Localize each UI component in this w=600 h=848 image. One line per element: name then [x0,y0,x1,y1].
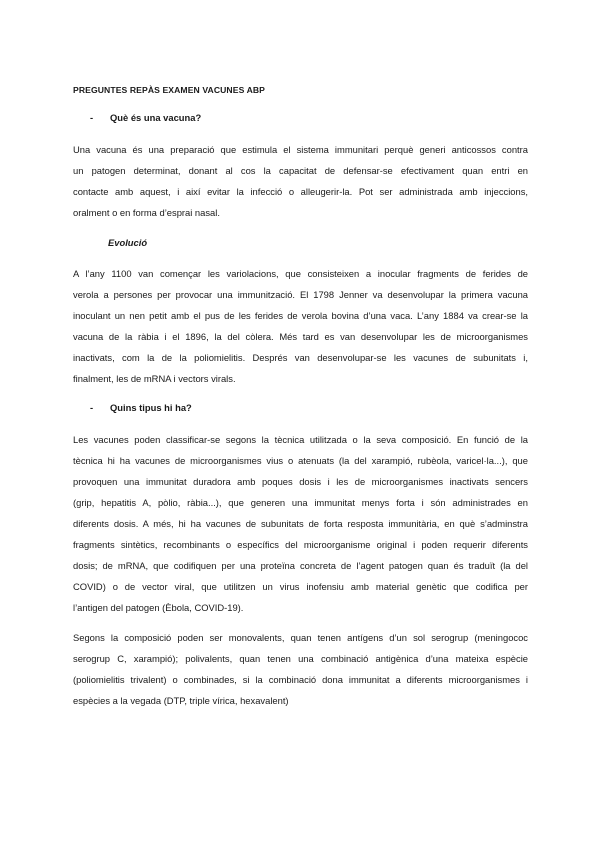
paragraph-line: dosis; de mRNA, que codifiquen per una proteïna concreta de l’agent patogen quan és traduït (la del [73,560,528,571]
paragraph-line: vacuna de la ràbia i el 1896, la del còlera. Més tard es van desenvolupar les de microorganismes [73,331,528,342]
paragraph-line: Segons la composició poden ser monovalents, quan tenen antígens d’un sol serogrup (meningococ [73,632,528,643]
list-dash: - [90,112,94,123]
paragraph-line: espècies a la vegada (DTP, triple vírica, hexavalent) [73,695,289,706]
paragraph-line: serogrup C, xarampió); polivalents, quan tenen una combinació antigènica d’una mateixa espècie [73,653,528,664]
question-label: Quins tipus hi ha? [110,402,192,413]
paragraph-line: inoculant un nen petit amb el pus de les ferides de verola bovina d’una vaca. L’any 1884 va crear-se la [73,310,528,321]
paragraph-line: l’antigen del patogen (Èbola, COVID-19). [73,602,244,613]
paragraph-line: verola a persones per provocar una immunització. El 1798 Jenner va desenvolupar la primera vacuna [73,289,528,300]
paragraph-line: tècnica hi ha vacunes de microorganismes vius o atenuats (la del xarampió, rubèola, varicel·la...), que [73,455,528,466]
paragraph-line: (grip, hepatitis A, pòlio, ràbia...), que generen una immunitat menys forta i són administrades en [73,497,528,508]
paragraph-line: fragments sintètics, recombinants o específics del microorganisme original i poden requerir diferents [73,539,528,550]
paragraph-evolution [73,263,528,389]
paragraph-line: diferents dosis. A més, hi ha vacunes de subunitats de forta resposta immunitària, en què s’adminstra [73,518,528,529]
list-dash: - [90,402,94,413]
question-label: Què és una vacuna? [110,112,202,123]
question-heading-2 [90,402,192,413]
paragraph-line: un patogen determinat, donant al cos la capacitat de defensar-se efectivament quan entri en [73,165,528,176]
paragraph-line: (poliomielitis trivalent) o combinades, si la combinació dona immunitat a diferents microorganismes i [73,674,528,685]
paragraph-types [73,429,528,618]
paragraph-line: COVID) o de vector viral, que utilitzen un virus inofensiu amb material genètic que codifica per [73,581,528,592]
paragraph-line: Les vacunes poden classificar-se segons la tècnica utilitzada o la seva composició. En funció de la [73,434,528,445]
paragraph-composition [73,627,528,711]
question-heading-1 [90,112,201,123]
paragraph-line: oralment o en forma d’esprai nasal. [73,207,220,218]
paragraph-definition [73,139,528,223]
document-title: PREGUNTES REPÀS EXAMEN VACUNES ABP [73,85,266,95]
paragraph-line: Una vacuna és una preparació que estimula el sistema immunitari perquè generi anticossos contra [73,144,528,155]
section-subtitle: Evolució [108,237,148,248]
paragraph-line: contacte amb aquest, i així evitar la infecció o alleugerir-la. Pot ser administrada amb injeccions, [73,186,528,197]
paragraph-line: provoquen una immunitat duradora amb poques dosis i les de microorganismes inactivats sencers [73,476,528,487]
paragraph-line: inactivats, com la de la poliomielitis. Després van desenvolupar-se les vacunes de subunitats i, [73,352,528,363]
paragraph-line: A l’any 1100 van començar les variolacions, que consisteixen a inocular fragments de ferides de [73,268,528,279]
paragraph-line: finalment, les de mRNA i vectors virals. [73,373,236,384]
